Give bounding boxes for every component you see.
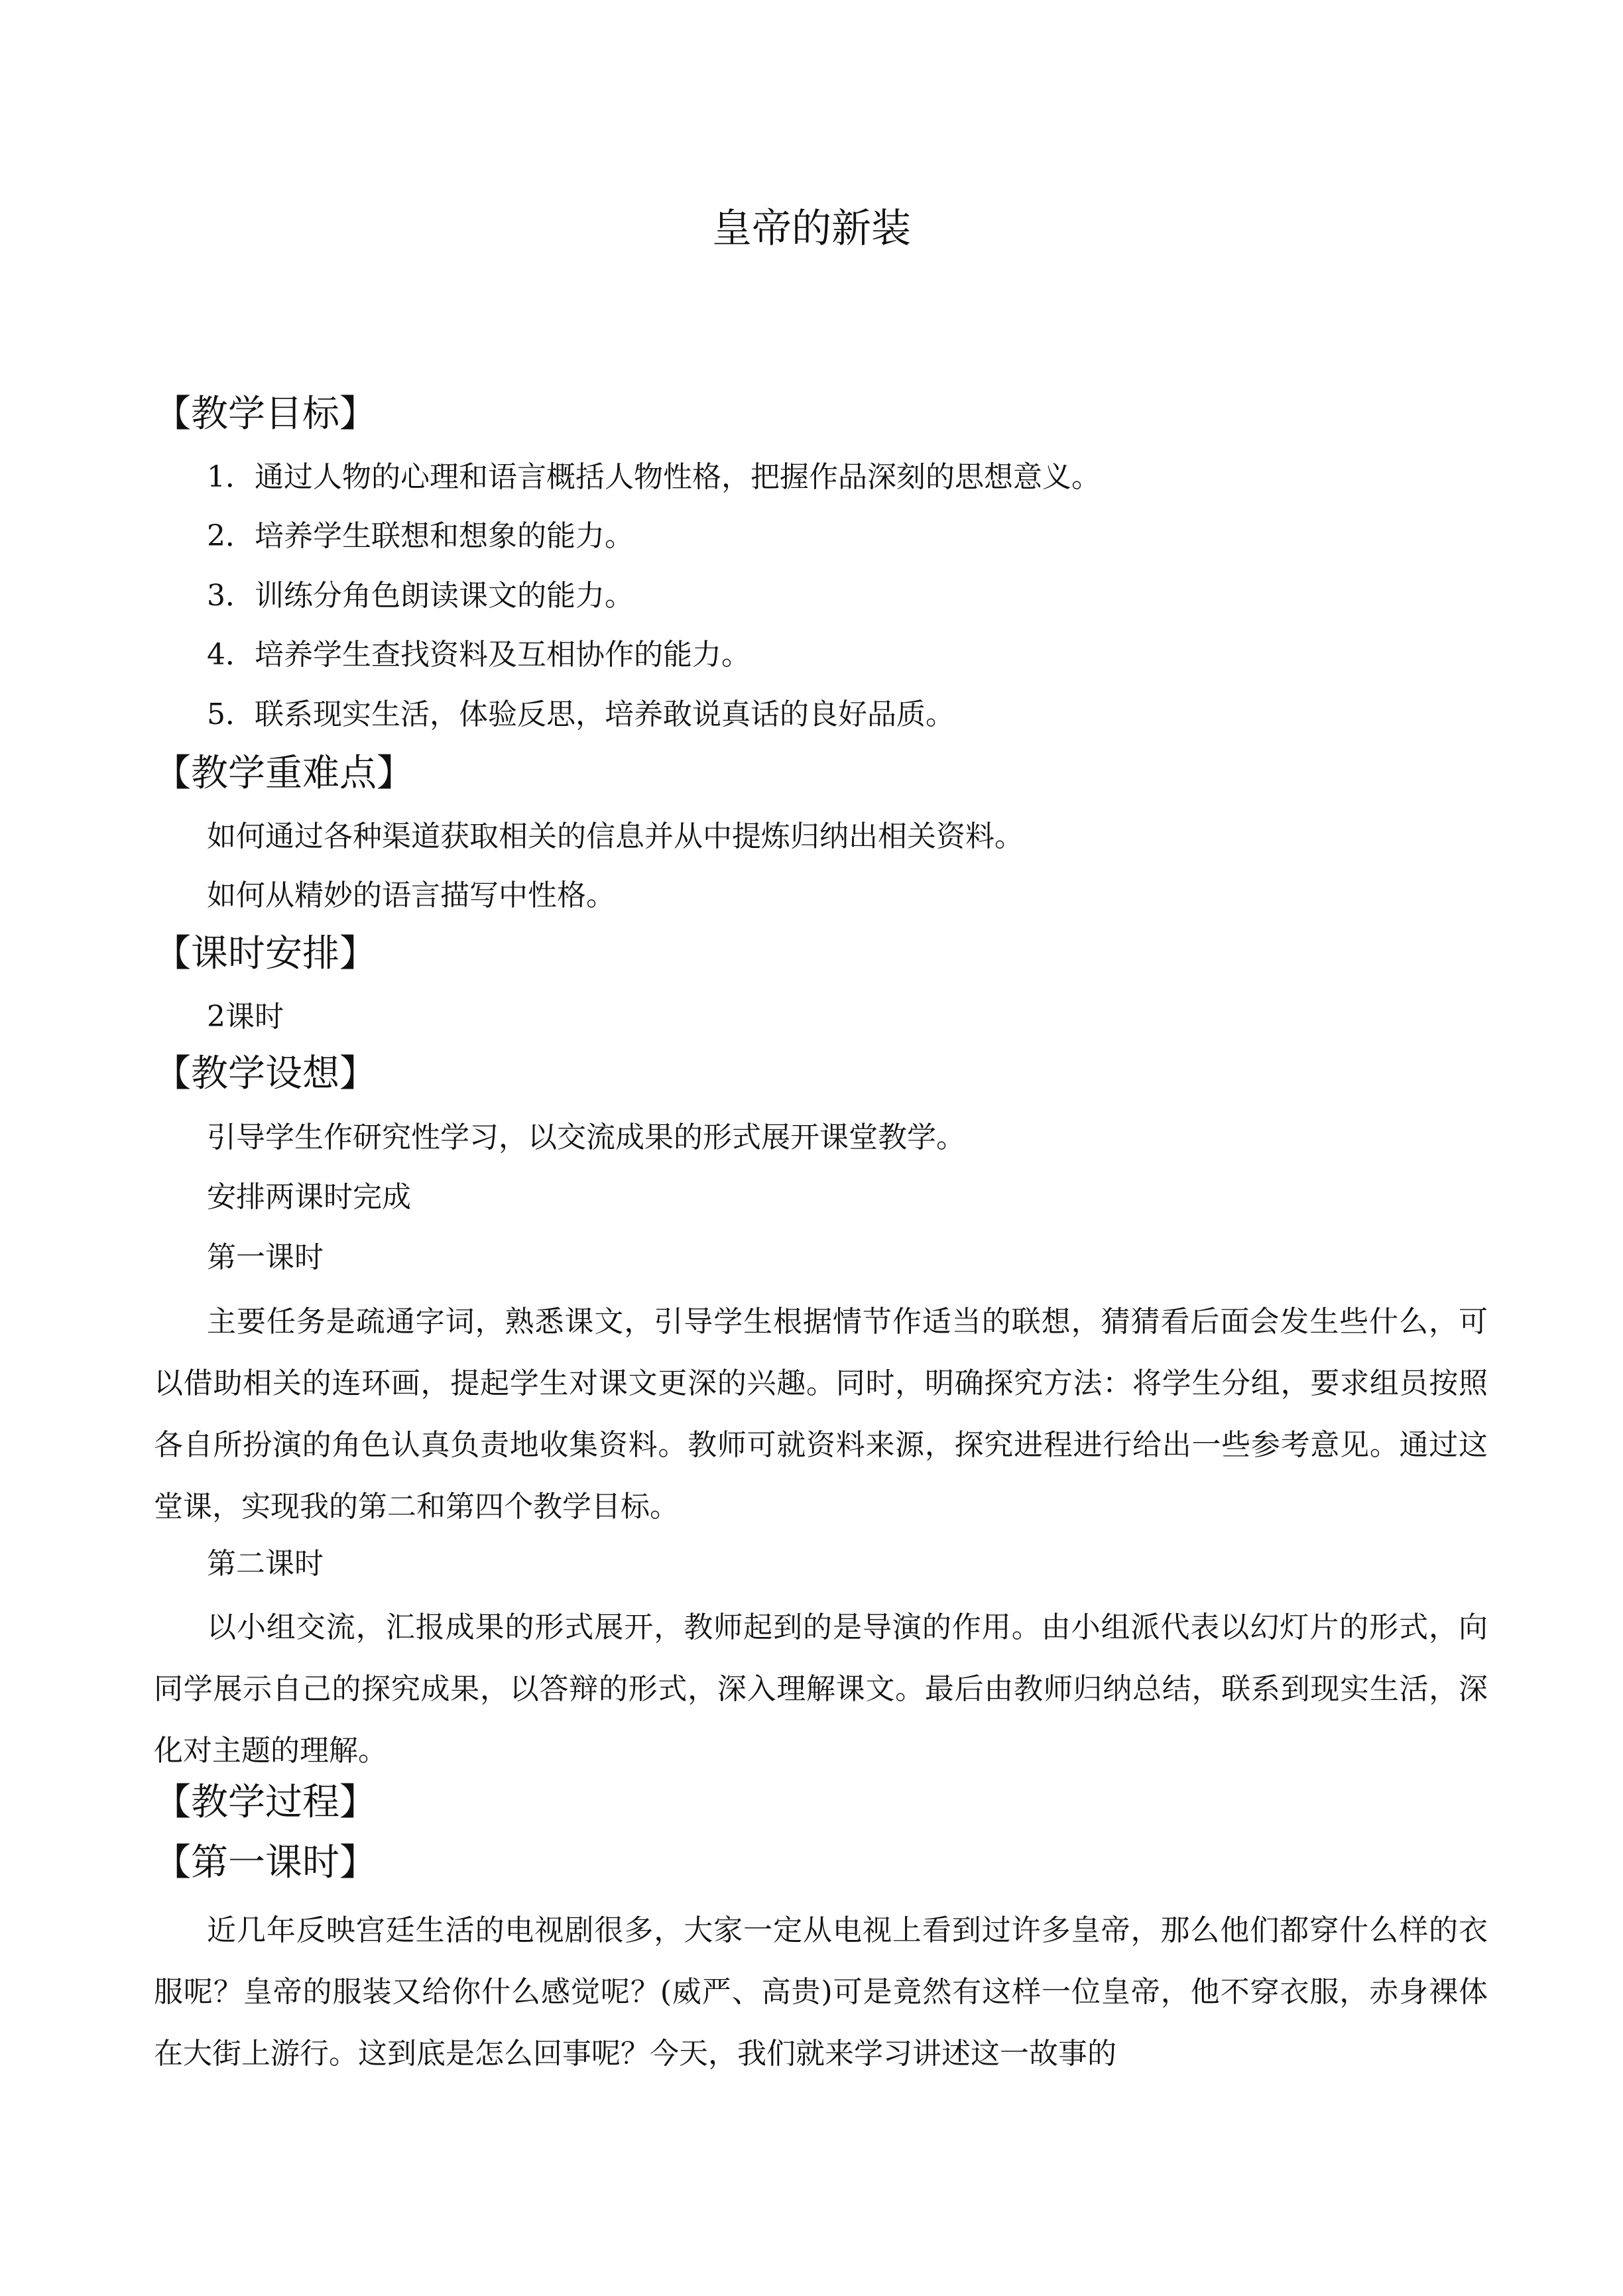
heading-schedule: 【课时安排】 [154, 932, 377, 975]
lesson1-label: 第一课时 [207, 1240, 324, 1274]
key-point-item-1: 如何通过各种渠道获取相关的信息并从中提炼归纳出相关资料。 [207, 819, 1024, 853]
document-title: 皇帝的新装 [712, 206, 911, 252]
objective-item-5: 5．联系现实生活，体验反思，培养敢说真话的良好品质。 [207, 697, 955, 731]
heading-objectives: 【教学目标】 [154, 393, 377, 436]
objective-item-4: 4．培养学生查找资料及互相协作的能力。 [207, 638, 751, 672]
key-point-item-2: 如何从精妙的语言描写中性格。 [207, 878, 615, 912]
objective-item-3: 3．训练分角色朗读课文的能力。 [207, 579, 634, 613]
objective-item-2: 2．培养学生联想和想象的能力。 [207, 519, 634, 553]
lesson2-label: 第二课时 [207, 1547, 324, 1581]
heading-key-points: 【教学重难点】 [154, 752, 414, 795]
concept-line-1: 引导学生作研究性学习，以交流成果的形式展开课堂教学。 [207, 1120, 965, 1154]
concept-line-2: 安排两课时完成 [207, 1180, 411, 1214]
lesson2-paragraph: 以小组交流，汇报成果的形式展开，教师起到的是导演的作用。由小组派代表以幻灯片的形式，向同学展示自己的探究成果，以答辩的形式，深入理解课文。最后由教师归纳总结，联系到现实生活，深化对主题的理解。 [154, 1610, 1488, 1768]
lesson1-paragraph: 主要任务是疏通字词，熟悉课文，引导学生根据情节作适当的联想，猜猜看后面会发生些什么，可以借助相关的连环画，提起学生对课文更深的兴趣。同时，明确探究方法：将学生分组，要求组员按照各自所扮演的角色认真负责地收集资料。教师可就资料来源，探究进程进行给出一些参考意见。通过这堂课，实现我的第二和第四个教学目标。 [154, 1305, 1488, 1524]
heading-process: 【教学过程】 [154, 1781, 377, 1824]
process-intro-paragraph: 近几年反映宫廷生活的电视剧很多，大家一定从电视上看到过许多皇帝，那么他们都穿什么样的衣服呢？皇帝的服装又给你什么感觉呢？(威严、高贵)可是竟然有这样一位皇帝，他不穿衣服，赤身裸体在大街上游行。这到底是怎么回事呢？今天，我们就来学习讲述这一故事的 [154, 1913, 1488, 2071]
schedule-text: 2课时 [207, 1000, 284, 1034]
heading-concept: 【教学设想】 [154, 1052, 377, 1095]
heading-lesson1: 【第一课时】 [154, 1841, 377, 1884]
objective-item-1: 1．通过人物的心理和语言概括人物性格，把握作品深刻的思想意义。 [207, 460, 1101, 494]
